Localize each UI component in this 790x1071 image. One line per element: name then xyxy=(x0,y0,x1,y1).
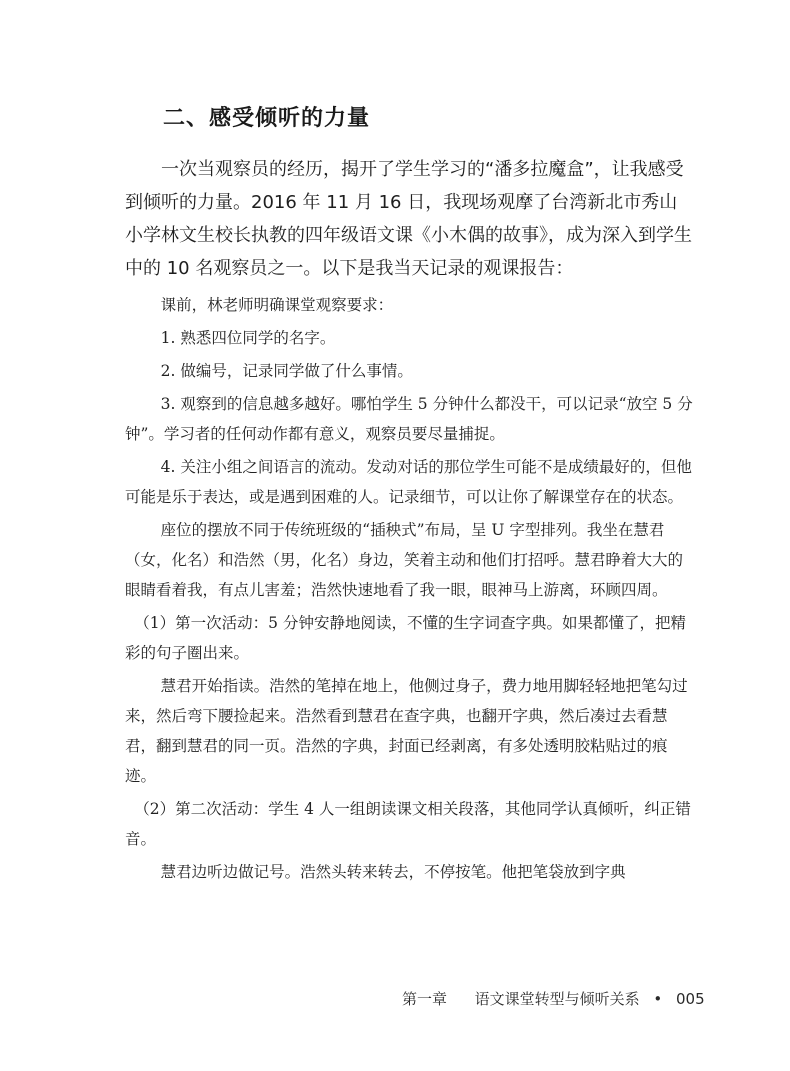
report-paragraph: 慧君边听边做记号。浩然头转来转去，不停按笔。他把笔袋放到字典 xyxy=(160,863,626,881)
report-activity-2: （2）第二次活动：学生 4 人一组朗读课文相关段落，其他同学认真倾听，纠正错音。 xyxy=(125,800,691,848)
intro-block xyxy=(125,153,695,285)
report-paragraph: 课前，林老师明确课堂观察要求： xyxy=(160,296,394,314)
report-requirement-3: 3. 观察到的信息越多越好。哪怕学生 5 分钟什么都没干，可以记录“放空 5 分钟”。学习者的任何动作都有意义，观察员要尽量捕捉。 xyxy=(125,395,693,443)
footer-chapter-title: 语文课堂转型与倾听关系 xyxy=(474,990,640,1008)
report-requirement-1: 1. 熟悉四位同学的名字。 xyxy=(160,329,336,347)
footer-chapter: 第一章 xyxy=(402,990,448,1008)
report-paragraph: 座位的摆放不同于传统班级的“插秧式”布局，呈 U 字型排列。我坐在慧君（女，化名）和浩然（男，化名）身边，笑着主动和他们打招呼。慧君睁着大大的眼睛看着我，有点儿害羞；浩然快速地看了我一眼，眼神马上游离，环顾四周。 xyxy=(125,521,684,599)
footer-bullet: • xyxy=(653,990,663,1008)
page-number: 005 xyxy=(676,990,705,1008)
intro-paragraph: 一次当观察员的经历，揭开了学生学习的“潘多拉魔盒”，让我感受到倾听的力量。2016 年 11 月 16 日，我现场观摩了台湾新北市秀山小学林文生校长执教的四年级语文课《小木偶的故事》，成为深入到学生中的 10 名观察员之一。以下是我当天记录的观课报告： xyxy=(125,159,692,279)
observation-report xyxy=(125,290,695,890)
page-footer xyxy=(402,988,705,1009)
report-paragraph: 慧君开始指读。浩然的笔掉在地上，他侧过身子，费力地用脚轻轻地把笔勾过来，然后弯下腰捡起来。浩然看到慧君在查字典，也翻开字典，然后凑过去看慧君，翻到慧君的同一页。浩然的字典，封面已经剥离，有多处透明胶粘贴过的痕迹。 xyxy=(125,677,688,785)
section-title: 二、感受倾听的力量 xyxy=(163,106,371,131)
report-activity-1: （1）第一次活动：5 分钟安静地阅读，不懂的生字词查字典。如果都懂了，把精彩的句子圈出来。 xyxy=(125,614,686,662)
report-requirement-2: 2. 做编号，记录同学做了什么事情。 xyxy=(160,362,413,380)
report-requirement-4: 4. 关注小组之间语言的流动。发动对话的那位学生可能不是成绩最好的，但他可能是乐于表达，或是遇到困难的人。记录细节，可以让你了解课堂存在的状态。 xyxy=(125,458,692,506)
